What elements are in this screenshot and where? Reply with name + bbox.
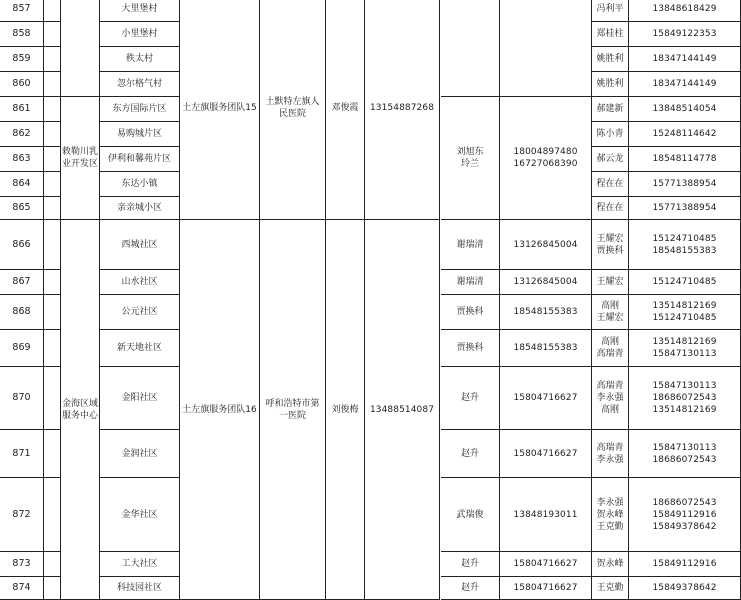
worker-phones: 13848514054: [629, 97, 741, 122]
worker-names: 姚胜利: [592, 72, 629, 97]
contact-phone: 13848193011: [500, 478, 592, 552]
blank-cell: [44, 47, 61, 72]
leader-name: 邓俊霞: [326, 0, 365, 220]
contact-phone: 15804716627: [500, 430, 592, 478]
blank-cell: [44, 197, 61, 220]
worker-names: 贺永峰: [592, 552, 629, 577]
worker-names: 高刚 王耀宏: [592, 295, 629, 330]
team-name: 土左旗服务团队15: [180, 0, 260, 220]
area-cell-empty: [61, 0, 100, 97]
contact-phone: 15804716627: [500, 552, 592, 577]
village-name: 东方国际片区: [100, 97, 180, 122]
village-name: 伊利和馨苑片区: [100, 147, 180, 172]
leader-name: 刘俊梅: [326, 220, 365, 600]
village-name: 亲亲城小区: [100, 197, 180, 220]
worker-phones: 15849112916: [629, 552, 741, 577]
worker-phones: 15771388954: [629, 172, 741, 197]
contact-phone: 15804716627: [500, 367, 592, 430]
row-number: 870: [0, 367, 44, 430]
blank-cell: [44, 97, 61, 122]
village-name: 秩太村: [100, 47, 180, 72]
village-name: 忽尔格气村: [100, 72, 180, 97]
village-name: 金华社区: [100, 478, 180, 552]
worker-phones: 15847130113 18686072543 13514812169: [629, 367, 741, 430]
team-name: 土左旗服务团队16: [180, 220, 260, 600]
village-name: 公元社区: [100, 295, 180, 330]
row-number: 857: [0, 0, 44, 22]
blank-cell: [44, 430, 61, 478]
contact-name: 赵升: [441, 367, 500, 430]
contact-phone: 13126845004: [500, 270, 592, 295]
row-number: 869: [0, 330, 44, 367]
leader-phone: 13488514087: [365, 220, 440, 600]
worker-names: 王耀宏 贾换科: [592, 220, 629, 270]
contact-name: 谢瑞清: [441, 270, 500, 295]
worker-phones: 15124710485 18548155383: [629, 220, 741, 270]
blank-cell: [44, 367, 61, 430]
village-name: 金阳社区: [100, 367, 180, 430]
hospital-name: 呼和浩特市第 一医院: [260, 220, 326, 600]
contact-name: 谢瑞清: [441, 220, 500, 270]
village-name: 西城社区: [100, 220, 180, 270]
blank-cell: [44, 0, 61, 22]
contact-name: 贾换科: [441, 295, 500, 330]
contact-name: 赵升: [441, 430, 500, 478]
hospital-name: 土默特左旗人 民医院: [260, 0, 326, 220]
worker-names: 高瑞青 李永强 高刚: [592, 367, 629, 430]
blank-cell: [44, 330, 61, 367]
leader-phone: 13154887268: [365, 0, 440, 220]
contact-name: 刘旭东 玲兰: [441, 97, 500, 220]
worker-names: 王耀宏: [592, 270, 629, 295]
worker-names: 王克勤: [592, 577, 629, 600]
worker-phones: 18686072543 15849112916 15849378642: [629, 478, 741, 552]
row-number: 863: [0, 147, 44, 172]
contact-phone: 13126845004: [500, 220, 592, 270]
village-name: 小里堡村: [100, 22, 180, 47]
row-number: 873: [0, 552, 44, 577]
row-number: 864: [0, 172, 44, 197]
worker-phones: 15849378642: [629, 577, 741, 600]
blank-cell: [44, 295, 61, 330]
row-number: 871: [0, 430, 44, 478]
worker-names: 陈小青: [592, 122, 629, 147]
worker-names: 高刚 高瑞青: [592, 330, 629, 367]
worker-phones: 18548114778: [629, 147, 741, 172]
contact-name: 赵升: [441, 552, 500, 577]
village-name: 大里堡村: [100, 0, 180, 22]
row-number: 867: [0, 270, 44, 295]
worker-names: 郝建新: [592, 97, 629, 122]
worker-names: 姚胜利: [592, 47, 629, 72]
worker-phones: 18347144149: [629, 72, 741, 97]
row-number: 874: [0, 577, 44, 600]
contact-phone: 15804716627: [500, 577, 592, 600]
worker-names: 冯利平: [592, 0, 629, 22]
contact-name-empty: [441, 0, 500, 97]
village-name: 工大社区: [100, 552, 180, 577]
row-number: 859: [0, 47, 44, 72]
blank-cell: [44, 22, 61, 47]
worker-phones: 13848618429: [629, 0, 741, 22]
blank-cell: [44, 552, 61, 577]
contact-phone: 18004897480 16727068390: [500, 97, 592, 220]
village-name: 新天地社区: [100, 330, 180, 367]
contact-phone-empty: [500, 0, 592, 97]
contact-phone: 18548155383: [500, 330, 592, 367]
row-number: 858: [0, 22, 44, 47]
row-number: 861: [0, 97, 44, 122]
contact-name: 贾换科: [441, 330, 500, 367]
blank-cell: [44, 72, 61, 97]
worker-names: 郑桂柱: [592, 22, 629, 47]
worker-phones: 13514812169 15847130113: [629, 330, 741, 367]
worker-names: 高瑞青 李永强: [592, 430, 629, 478]
worker-phones: 15771388954: [629, 197, 741, 220]
area-name: 金海区域 服务中心: [61, 220, 100, 600]
blank-cell: [44, 478, 61, 552]
contact-name: 赵升: [441, 577, 500, 600]
worker-phones: 15847130113 18686072543: [629, 430, 741, 478]
worker-names: 郝云龙: [592, 147, 629, 172]
blank-cell: [44, 172, 61, 197]
row-number: 860: [0, 72, 44, 97]
worker-names: 程在在: [592, 172, 629, 197]
village-name: 金润社区: [100, 430, 180, 478]
worker-names: 李永强 贺永峰 王克勤: [592, 478, 629, 552]
blank-cell: [44, 122, 61, 147]
blank-cell: [44, 577, 61, 600]
village-name: 东达小镇: [100, 172, 180, 197]
worker-phones: 15124710485: [629, 270, 741, 295]
blank-cell: [44, 220, 61, 270]
village-name: 科技园社区: [100, 577, 180, 600]
row-number: 866: [0, 220, 44, 270]
contact-phone: 18548155383: [500, 295, 592, 330]
blank-cell: [44, 147, 61, 172]
worker-phones: 18347144149: [629, 47, 741, 72]
contact-name: 武瑞俊: [441, 478, 500, 552]
village-name: 易购城片区: [100, 122, 180, 147]
row-number: 865: [0, 197, 44, 220]
row-number: 872: [0, 478, 44, 552]
row-number: 862: [0, 122, 44, 147]
worker-phones: 15849122353: [629, 22, 741, 47]
village-name: 山水社区: [100, 270, 180, 295]
worker-phones: 13514812169 15124710485: [629, 295, 741, 330]
row-number: 868: [0, 295, 44, 330]
blank-cell: [44, 270, 61, 295]
area-name: 敕勒川乳 业开发区: [61, 97, 100, 220]
worker-phones: 15248114642: [629, 122, 741, 147]
worker-names: 程在在: [592, 197, 629, 220]
